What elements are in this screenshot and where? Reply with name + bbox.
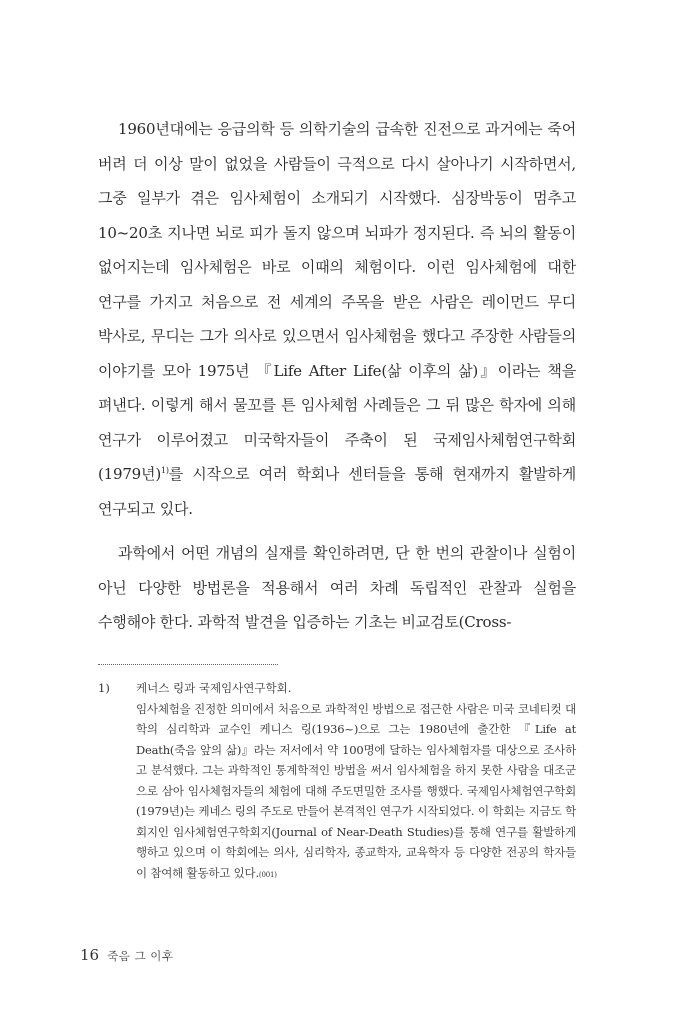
footnote-title: 케너스 링과 국제임사연구학회.	[136, 681, 292, 695]
body-paragraph-2: 과학에서 어떤 개념의 실재를 확인하려면, 단 한 번의 관찰이나 실험이 아닌 다양한 방법론을 적용해서 여러 차례 독립적인 관찰과 실험을 수행해야 한다. 과학적 발견을 입증하는 기초는 비교검토(Cross-	[98, 544, 576, 631]
running-title: 죽음 그 이후	[107, 949, 174, 963]
footnote-reference-mark[interactable]: 1)	[160, 466, 169, 475]
footnote-number: 1)	[98, 681, 110, 695]
footnote	[98, 678, 576, 885]
paragraph-1-text: 1960년대에는 응급의학 등 의학기술의 급속한 진전으로 과거에는 죽어 버려 더 이상 말이 없었을 사람들이 극적으로 다시 살아나기 시작하면서, 그중 일부가 겪은 임사체험이 소개되기 시작했다. 심장박동이 멈추고 10~20초 지나면 뇌로 피가 돌지 않으며 뇌파가 정지된다. 즉 뇌의 활동이 없어지는데 임사체험은 바로 이때의 체험이다. 이런 임사체험에 대한 연구를 가지고 처음으로 전 세계의 주목을 받은 사람은 레이먼드 무디 박사로, 무디는 그가 의사로 있으면서 임사체험을 했다고 주장한 사람들의 이야기를 모아 1975년 『Life After Life(삶 이후의 삶)』이라는 책을 펴낸다. 이렇게 해서 물꼬를 튼 임사체험 사례들은 그 뒤 많은 학자에 의해 연구가 이루어졌고 미국학자들이 주축이 된 국제임사체험연구학회(1979년)	[98, 120, 576, 483]
footnote-body-text: 임사체험을 진정한 의미에서 처음으로 과학적인 방법으로 접근한 사람은 미국 코네티컷 대학의 심리학과 교수인 케니스 링(1936~)으로 그는 1980년에 출간한 『Life at Death(죽음 앞의 삶)』라는 저서에서 약 100명에 달하는 임사체험자를 대상으로 조사하고 분석했다. 그는 과학적인 통계학적인 방법을 써서 임사체험을 하지 못한 사람을 대조군으로 삼아 임사체험자들의 체험에 대해 주도면밀한 조사를 행했다. 국제임사체험연구학회(1979년)는 케네스 링의 주도로 만들어 본격적인 연구가 시작되었다. 이 학회는 지금도 학회지인 임사체험연구학회지(Journal of Near-Death Studies)를 통해 연구를 활발하게 행하고 있으며 이 학회에는 의사, 심리학자, 종교학자, 교육학자 등 다양한 전공의 학자들이 참여해 활동하고 있다.	[136, 701, 576, 880]
paragraph-1-text-continued: 를 시작으로 여러 학회나 센터들을 통해 현재까지 활발하게 연구되고 있다.	[98, 465, 576, 518]
page-footer	[80, 946, 173, 964]
footnote-header	[98, 678, 576, 699]
footnote-divider	[98, 664, 278, 665]
page-number: 16	[80, 946, 100, 964]
footnote-body	[136, 699, 576, 886]
body-paragraph-1	[98, 112, 576, 526]
footnote-source-ref: (001)	[258, 870, 277, 879]
